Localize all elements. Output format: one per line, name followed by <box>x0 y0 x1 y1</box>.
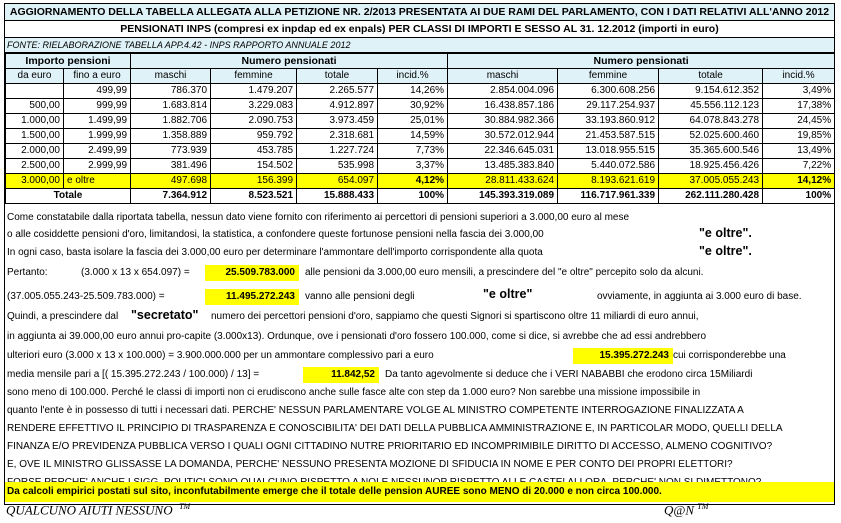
table-cell: 14,59% <box>378 129 448 144</box>
table-cell: 22.346.645.031 <box>448 144 558 159</box>
table-row <box>6 84 835 99</box>
table-cell: 381.496 <box>131 159 211 174</box>
secretato-label: "secretato" <box>131 308 199 322</box>
col-header: incid.% <box>763 69 835 84</box>
table-cell: 13.485.383.840 <box>448 159 558 174</box>
e-oltre-label: "e oltre" <box>483 287 533 301</box>
group-header-importo: Importo pensioni <box>6 54 131 69</box>
table-cell: 5.440.072.586 <box>558 159 659 174</box>
total-row <box>6 189 835 204</box>
table-cell: 2.499,99 <box>64 144 131 159</box>
text-line: media mensile pari a [( 15.395.272.243 / 100.000) / 13] = <box>7 369 260 380</box>
table-cell: 535.998 <box>297 159 378 174</box>
text-line: sono meno di 100.000. Perché le classi di importi non ci erudiscono anche sulle fasce alte con step da 1.000 euro? Non sarebbe una missione impossibile in <box>7 387 701 398</box>
table-cell: 1.000,00 <box>6 114 64 129</box>
text-line: quanto l'ente è in possesso di tutti i necessari dati. PERCHE' NESSUN PARLAMENTARE VOLGE AL MINISTRO COMPETENTE INTERROGAZIONE FINALIZZATA A <box>7 405 744 416</box>
table-cell: 453.785 <box>211 144 297 159</box>
table-cell: 24,45% <box>763 114 835 129</box>
table-cell: 19,85% <box>763 129 835 144</box>
table-cell: 28.811.433.624 <box>448 174 558 189</box>
table-cell: 13,49% <box>763 144 835 159</box>
text-line: RENDERE EFFETTIVO IL PRINCIPIO DI TRASPARENZA E CONOSCIBILITA' DEI DATI DELLA PUBBLICA AMMINISTRAZIONE E, IN PARTICOLAR MODO, QUELLI DELLA <box>7 423 783 434</box>
text-line: ulteriori euro (3.000 x 13 x 100.000) = 3.900.000.000 per un ammontare complessivo pari a euro <box>7 350 434 361</box>
text-line: Come constatabile dalla riportata tabella, nessun dato viene fornito con riferimento ai percettori di pensioni superiori a 3.000,00 euro al mese <box>7 212 630 223</box>
table-cell: 3,37% <box>378 159 448 174</box>
col-header: femmine <box>558 69 659 84</box>
col-header: maschi <box>131 69 211 84</box>
table-cell: 2.000,00 <box>6 144 64 159</box>
table-cell: 497.698 <box>131 174 211 189</box>
table-cell: 999,99 <box>64 99 131 114</box>
group-header-numero-2: Numero pensionati <box>448 54 835 69</box>
text-line: Quindi, a prescindere dal <box>7 311 119 322</box>
table-cell <box>6 84 64 99</box>
table-cell: 1.227.724 <box>297 144 378 159</box>
total-cell: 100% <box>378 189 448 204</box>
total-cell: 100% <box>763 189 835 204</box>
text-line: o alle cosiddette pensioni d'oro, limitandosi, la statistica, a confondere queste fortunose pensioni nella fascia dei 3.000,00 <box>7 229 544 240</box>
value-highlight-3: 15.395.272.243 <box>573 348 673 364</box>
table-cell: 17,38% <box>763 99 835 114</box>
table-cell: 773.939 <box>131 144 211 159</box>
text-line: Da tanto agevolmente si deduce che i VERI NABABBI che erodono circa 15Miliardi <box>385 369 753 380</box>
table-cell: 30.572.012.944 <box>448 129 558 144</box>
document-frame <box>4 3 835 505</box>
table-cell: 2.500,00 <box>6 159 64 174</box>
table-cell: 1.683.814 <box>131 99 211 114</box>
table-cell: 13.018.955.515 <box>558 144 659 159</box>
text-line: vanno alle pensioni degli <box>305 291 415 302</box>
table-cell: 1.882.706 <box>131 114 211 129</box>
table-cell: 33.193.860.912 <box>558 114 659 129</box>
signature-right: Q@N ™ <box>664 502 709 518</box>
table-cell: 2.999,99 <box>64 159 131 174</box>
value-highlight-1: 25.509.783.000 <box>205 265 299 281</box>
table-body <box>6 84 835 189</box>
table-cell: 64.078.843.278 <box>659 114 763 129</box>
table-cell: 2.854.004.096 <box>448 84 558 99</box>
table-cell: 25,01% <box>378 114 448 129</box>
table-cell: 1.479.207 <box>211 84 297 99</box>
table-cell: 18.925.456.426 <box>659 159 763 174</box>
text-line: alle pensioni da 3.000,00 euro mensili, a prescindere del "e oltre" percepito solo da alcuni. <box>305 267 704 278</box>
table-cell: 9.154.612.352 <box>659 84 763 99</box>
table-cell: 786.370 <box>131 84 211 99</box>
formula-1: (3.000 x 13 x 654.097) = <box>81 267 190 278</box>
table-row <box>6 144 835 159</box>
table-cell: 499,99 <box>64 84 131 99</box>
col-header: totale <box>659 69 763 84</box>
table-cell: 45.556.112.123 <box>659 99 763 114</box>
pension-table <box>5 53 835 204</box>
table-cell: 154.502 <box>211 159 297 174</box>
conclusion-highlight: Da calcoli empirici postati sul sito, inconfutabilmente emerge che il totale delle pension AUREE sono MENO di 20.000 e non circa 100.000. <box>5 482 834 502</box>
table-cell: 14,26% <box>378 84 448 99</box>
text-line: E, OVE IL MINISTRO GLISSASSE LA DOMANDA, PERCHE' NESSUNO PRESENTA MOZIONE DI SFIDUCIA IN NOME E PER CONTO DEI PROPRI ELETTORI? <box>7 459 733 470</box>
table-cell: 6.300.608.256 <box>558 84 659 99</box>
group-header-row <box>6 54 835 69</box>
table-subtitle: PENSIONATI INPS (compresi ex inpdap ed ex enpals) PER CLASSI DI IMPORTI E SESSO AL 31. 12.2012 (importi in euro) <box>5 21 834 38</box>
pertanto-label: Pertanto: <box>7 267 48 278</box>
column-header-row <box>6 69 835 84</box>
col-header: incid.% <box>378 69 448 84</box>
table-cell: 52.025.600.460 <box>659 129 763 144</box>
signature-left: QUALCUNO AIUTI NESSUNO ™ <box>6 502 191 518</box>
col-header: totale <box>297 69 378 84</box>
table-cell: 2.090.753 <box>211 114 297 129</box>
value-highlight-2: 11.495.272.243 <box>205 289 299 305</box>
table-row <box>6 99 835 114</box>
total-cell: 8.523.521 <box>211 189 297 204</box>
col-header: maschi <box>448 69 558 84</box>
col-header: da euro <box>6 69 64 84</box>
table-row <box>6 159 835 174</box>
table-cell: 29.117.254.937 <box>558 99 659 114</box>
table-cell: 1.999,99 <box>64 129 131 144</box>
table-cell: 500,00 <box>6 99 64 114</box>
total-label: Totale <box>6 189 131 204</box>
table-cell: 21.453.587.515 <box>558 129 659 144</box>
table-cell: 3.229.083 <box>211 99 297 114</box>
table-cell: 2.265.577 <box>297 84 378 99</box>
text-line: numero dei percettori pensioni d'oro, sappiamo che questi Signori si spartiscono oltre 11 miliardi di euro annui, <box>211 311 699 322</box>
table-row <box>6 114 835 129</box>
text-line: in aggiunta ai 39.000,00 euro annui pro-capite (3.000x13). Ordunque, ove i pensionati d'oro fossero 100.000, come si dice, si avrebbe che ad essi andrebbero <box>7 331 707 342</box>
table-cell: 30.884.982.366 <box>448 114 558 129</box>
total-cell: 262.111.280.428 <box>659 189 763 204</box>
table-cell: 654.097 <box>297 174 378 189</box>
table-cell: 4,12% <box>378 174 448 189</box>
table-cell: 3.973.459 <box>297 114 378 129</box>
table-row <box>6 174 835 189</box>
total-cell: 116.717.961.339 <box>558 189 659 204</box>
e-oltre-label: "e oltre". <box>699 244 752 258</box>
text-line: FINANZA E/O PREVIDENZA PUBBLICA VERSO I QUALI OGNI CITTADINO NUTRE PRIORITARIO ED INCOMPRIMIBILE DIRITTO DI ACCESSO, ALMENO COGNITIVO? <box>7 441 773 452</box>
text-line: ovviamente, in aggiunta ai 3.000 euro di base. <box>597 291 802 302</box>
table-cell: 3.000,00 <box>6 174 64 189</box>
col-header: femmine <box>211 69 297 84</box>
table-cell: 37.005.055.243 <box>659 174 763 189</box>
col-header: fino a euro <box>64 69 131 84</box>
table-cell: 7,22% <box>763 159 835 174</box>
table-cell: e oltre <box>64 174 131 189</box>
total-cell: 7.364.912 <box>131 189 211 204</box>
text-line <box>7 266 48 279</box>
table-cell: 1.499,99 <box>64 114 131 129</box>
table-cell: 4.912.897 <box>297 99 378 114</box>
table-cell: 2.318.681 <box>297 129 378 144</box>
e-oltre-label: "e oltre". <box>699 226 752 240</box>
table-cell: 14,12% <box>763 174 835 189</box>
document-title: AGGIORNAMENTO DELLA TABELLA ALLEGATA ALLA PETIZIONE NR. 2/2013 PRESENTATA AI DUE RAMI DEL PARLAMENTO, CON I DATI RELATIVI ALL'ANNO 2012 <box>5 4 834 21</box>
table-cell: 16.438.857.186 <box>448 99 558 114</box>
table-cell: 156.399 <box>211 174 297 189</box>
table-cell: 959.792 <box>211 129 297 144</box>
source-note: FONTE: RIELABORAZIONE TABELLA APP.4.42 - INPS RAPPORTO ANNUALE 2012 <box>5 38 834 53</box>
value-highlight-4: 11.842,52 <box>303 367 379 383</box>
formula-2: (37.005.055.243-25.509.783.000) = <box>7 291 165 302</box>
table-cell: 35.365.600.546 <box>659 144 763 159</box>
table-cell: 7,73% <box>378 144 448 159</box>
total-cell: 145.393.319.089 <box>448 189 558 204</box>
text-line: cui corrisponderebbe una <box>673 350 786 361</box>
table-cell: 1.358.889 <box>131 129 211 144</box>
table-cell: 8.193.621.619 <box>558 174 659 189</box>
table-cell: 30,92% <box>378 99 448 114</box>
table-row <box>6 129 835 144</box>
group-header-numero-1: Numero pensionati <box>131 54 448 69</box>
text-line: In ogni caso, basta isolare la fascia dei 3.000,00 euro per determinare l'ammontare dell'importo corrispondente alla quota <box>7 247 543 258</box>
table-cell: 1.500,00 <box>6 129 64 144</box>
table-cell: 3,49% <box>763 84 835 99</box>
total-cell: 15.888.433 <box>297 189 378 204</box>
